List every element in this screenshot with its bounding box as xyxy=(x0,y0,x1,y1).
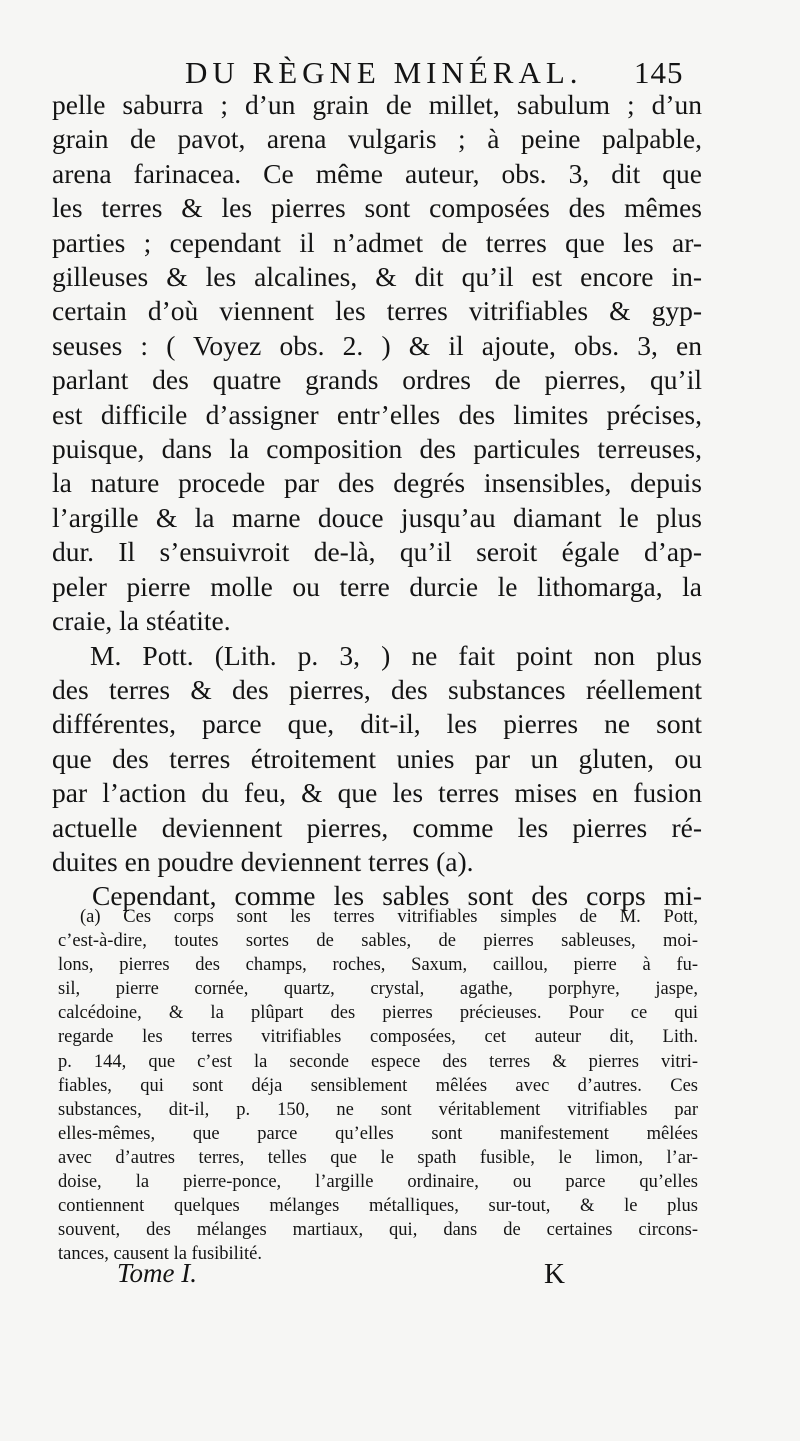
text-line: parties ; cependant il n’admet de terres que les ar- xyxy=(52,226,702,258)
footnote-line: tances, causent la fusibilité. xyxy=(58,1244,262,1265)
text-line: la nature procede par des degrés insensibles, depuis xyxy=(52,467,702,499)
page-footer xyxy=(0,1258,800,1298)
text-line: duites en poudre deviennent terres (a). xyxy=(52,845,474,877)
text-line: l’argille & la marne douce jusqu’au diamant le plus xyxy=(52,501,702,533)
footnote-line: fiables, qui sont déja sensiblement mêlées avec d’autres. Ces xyxy=(58,1075,698,1096)
footnote-line: p. 144, que c’est la seconde espece des terres & pierres vitri- xyxy=(58,1051,698,1072)
text-line: seuses : ( Voyez obs. 2. ) & il ajoute, obs. 3, en xyxy=(52,329,702,361)
text-line: puisque, dans la composition des particules terreuses, xyxy=(52,433,702,465)
text-line: gilleuses & les alcalines, & dit qu’il est encore in- xyxy=(52,261,702,293)
text-line: des terres & des pierres, des substances réellement xyxy=(52,673,702,705)
footnote-line: sil, pierre cornée, quartz, crystal, agathe, porphyre, jaspe, xyxy=(58,979,698,1000)
text-line: les terres & les pierres sont composées des mêmes xyxy=(52,192,702,224)
signature-mark: K xyxy=(544,1258,565,1290)
text-line: différentes, parce que, dit-il, les pierres ne sont xyxy=(52,708,702,740)
footnote-line: contiennent quelques mélanges métalliques, sur-tout, & le plus xyxy=(58,1196,698,1217)
page-number: 145 xyxy=(634,55,684,90)
text-line: craie, la stéatite. xyxy=(52,605,231,637)
text-line: certain d’où viennent les terres vitrifiables & gyp- xyxy=(52,295,702,327)
footnote-line: substances, dit-il, p. 150, ne sont véritablement vitrifiables par xyxy=(58,1099,698,1120)
text-line: M. Pott. (Lith. p. 3, ) ne fait point non plus xyxy=(90,639,702,671)
footnote-line: avec d’autres terres, telles que le spath fusible, le limon, l’ar- xyxy=(58,1147,698,1168)
main-text xyxy=(52,88,702,914)
footnote-line: regarde les terres vitrifiables composées, cet auteur dit, Lith. xyxy=(58,1027,698,1048)
footnote-line: elles-mêmes, que parce qu’elles sont manifestement mêlées xyxy=(58,1123,698,1144)
text-line: pelle saburra ; d’un grain de millet, sabulum ; d’un xyxy=(52,89,702,120)
text-line: est difficile d’assigner entr’elles des limites précises, xyxy=(52,398,702,430)
footnote-line: (a) Ces corps sont les terres vitrifiables simples de M. Pott, xyxy=(80,907,698,927)
footnote xyxy=(58,905,698,1266)
text-line: grain de pavot, arena vulgaris ; à peine palpable, xyxy=(52,123,702,155)
text-line: parlant des quatre grands ordres de pierres, qu’il xyxy=(52,364,702,396)
text-line: Cependant, comme les sables sont des corps mi- xyxy=(92,880,702,912)
footnote-line: doise, la pierre-ponce, l’argille ordinaire, ou parce qu’elles xyxy=(58,1172,698,1193)
footnote-line: calcédoine, & la plûpart des pierres précieuses. Pour ce qui xyxy=(58,1003,698,1024)
running-title: DU RÈGNE MINÉRAL. xyxy=(185,55,583,90)
footnote-line: lons, pierres des champs, roches, Saxum, caillou, pierre à fu- xyxy=(58,955,698,976)
text-line: que des terres étroitement unies par un gluten, ou xyxy=(52,742,702,774)
text-line: peler pierre molle ou terre durcie le lithomarga, la xyxy=(52,570,702,602)
text-line: dur. Il s’ensuivroit de-là, qu’il seroit égale d’ap- xyxy=(52,536,702,568)
footnote-line: souvent, des mélanges martiaux, qui, dans de certaines circons- xyxy=(58,1220,698,1241)
footnote-line: c’est-à-dire, toutes sortes de sables, de pierres sableuses, moi- xyxy=(58,931,698,952)
text-line: actuelle deviennent pierres, comme les pierres ré- xyxy=(52,811,702,843)
text-line: par l’action du feu, & que les terres mises en fusion xyxy=(52,777,702,809)
text-line: arena farinacea. Ce même auteur, obs. 3, dit que xyxy=(52,157,702,189)
volume-label: Tome I. xyxy=(117,1258,198,1288)
